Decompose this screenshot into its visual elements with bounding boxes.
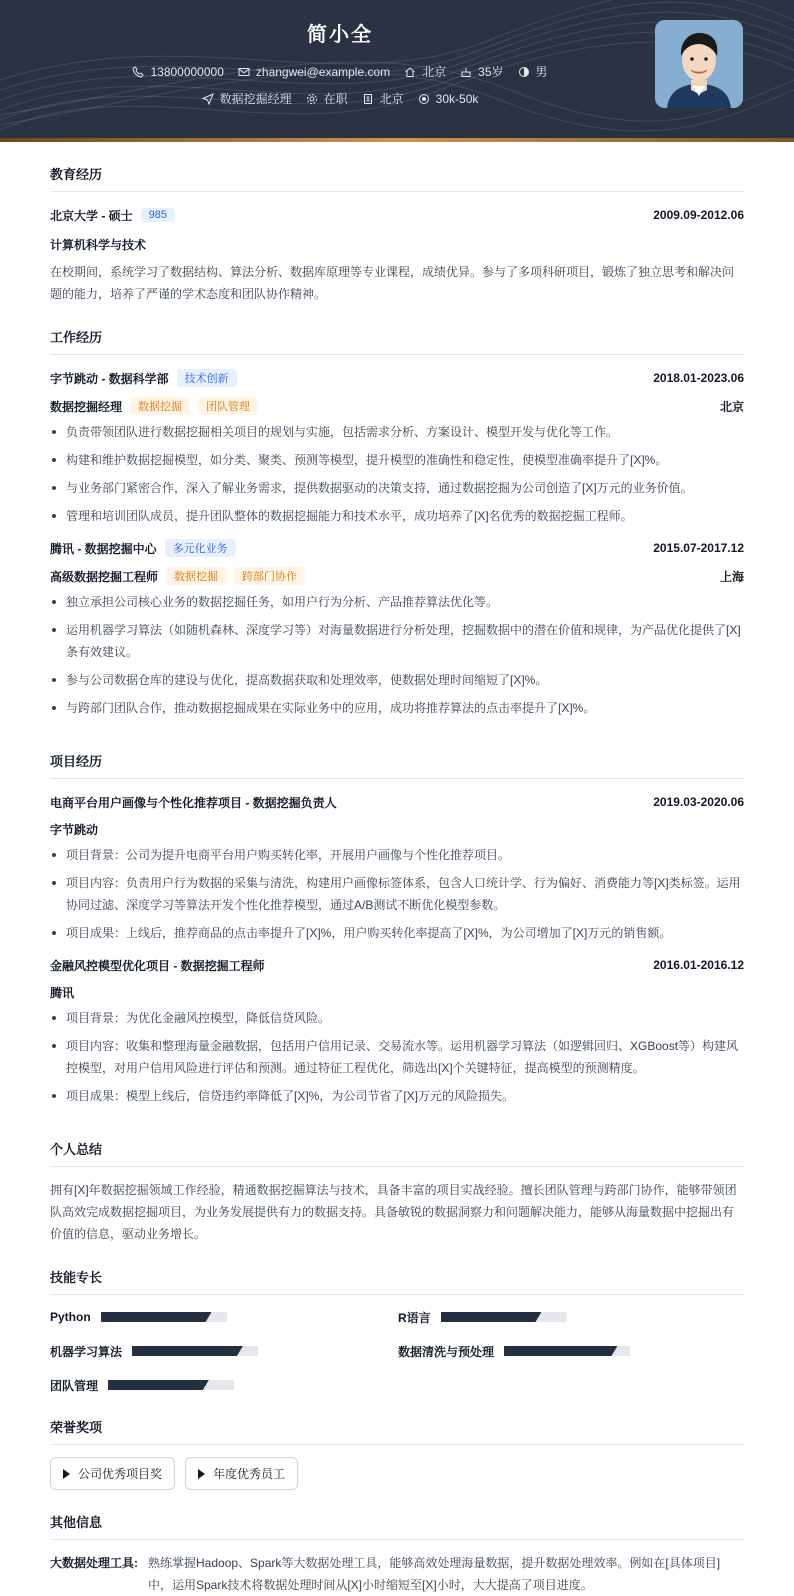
work-date: 2015.07-2017.12 <box>653 541 744 555</box>
project-header-row <box>50 954 744 976</box>
role-tag: 跨部门协作 <box>234 567 305 585</box>
skill-bar-fill <box>132 1346 243 1356</box>
skill-bar <box>101 1312 227 1322</box>
section-title: 技能专长 <box>50 1245 744 1295</box>
skill-item <box>398 1341 744 1361</box>
skill-bar-fill <box>108 1380 209 1390</box>
work-location: 上海 <box>719 569 744 584</box>
project-bullets <box>50 844 744 944</box>
salary-text: 30k-50k <box>435 91 479 106</box>
gear-icon <box>306 93 318 105</box>
skill-name: 机器学习算法 <box>50 1344 123 1359</box>
award-badge <box>50 1457 175 1490</box>
role-left <box>50 397 258 415</box>
skill-bar-fill <box>441 1312 542 1322</box>
company-tag: 多元化业务 <box>165 539 236 557</box>
city-text: 北京 <box>422 65 447 79</box>
gender-text: 男 <box>535 65 548 79</box>
section-title: 教育经历 <box>50 142 744 192</box>
project-header-row <box>50 791 744 813</box>
salary-item <box>418 90 479 107</box>
triangle-icon <box>198 1469 205 1479</box>
education-left <box>50 207 175 224</box>
education-desc: 在校期间，系统学习了数据结构、算法分析、数据库原理等专业课程，成绩优异。参与了多项科研项目，锻炼了独立思考和解决问题的能力，培养了严谨的学术态度和团队协作精神。 <box>50 265 735 301</box>
age-item <box>460 63 503 80</box>
awards-list <box>50 1457 744 1490</box>
project-name: 金融风控模型优化项目 - 数据挖掘工程师 <box>50 958 265 973</box>
contact-row <box>0 63 680 80</box>
skills-section <box>50 1245 744 1395</box>
other-value: 熟练掌握Hadoop、Spark等大数据处理工具，能够高效处理海量数据，提升数据处理效率。例如在[具体项目]中，运用Spark技术将数据处理时间从[X]小时缩短至[X]小时，大大提高了项目进度。 <box>148 1556 721 1592</box>
project-name: 电商平台用户画像与个性化推荐项目 - 数据挖掘负责人 <box>50 795 337 810</box>
age-text: 35岁 <box>478 65 504 79</box>
section-title: 工作经历 <box>50 305 744 355</box>
list-item: 与业务部门紧密合作，深入了解业务需求，提供数据驱动的决策支持，通过数据挖掘为公司创造了[X]万元的业务价值。 <box>50 477 744 499</box>
education-header-row <box>50 204 744 226</box>
skills-grid <box>50 1307 744 1395</box>
awards-section <box>50 1395 744 1490</box>
skill-item <box>50 1307 398 1327</box>
city-item <box>404 63 446 80</box>
cake-icon <box>460 66 472 78</box>
project-date: 2019.03-2020.06 <box>653 795 744 809</box>
role-tag: 数据挖掘 <box>130 397 190 415</box>
triangle-icon <box>63 1469 70 1479</box>
summary-text: 拥有[X]年数据挖掘领域工作经验，精通数据挖掘算法与技术，具备丰富的项目实战经验。擅长团队管理与跨部门协作，能够带领团队高效完成数据挖掘项目，为业务发展提供有力的数据支持。具备敏锐的数据洞察力和问题解决能力，能够从海量数据中挖掘出有价值的信息，驱动业务增长。 <box>50 1183 737 1241</box>
list-item: 项目内容：收集和整理海量金融数据，包括用户信用记录、交易流水等。运用机器学习算法（如逻辑回归、XGBoost等）构建风控模型，对用户信用风险进行评估和预测。通过特征工程优化，筛选出[X]个关键特征，提高模型的预测精度。 <box>50 1035 744 1079</box>
list-item: 负责带领团队进行数据挖掘相关项目的规划与实施，包括需求分析、方案设计、模型开发与优化等工作。 <box>50 421 744 443</box>
email-text: zhangwei@example.com <box>255 64 391 79</box>
major: 计算机科学与技术 <box>50 238 147 252</box>
gender-item <box>518 63 548 80</box>
role-title: 高级数据挖掘工程师 <box>50 569 159 584</box>
target-city-text: 北京 <box>379 92 404 106</box>
skill-bar <box>132 1346 258 1356</box>
avatar-portrait <box>655 20 743 108</box>
project-item <box>50 791 744 944</box>
gender-icon <box>518 66 530 78</box>
phone-icon <box>132 66 144 78</box>
work-location: 北京 <box>719 399 744 414</box>
skill-bar <box>108 1380 234 1390</box>
skill-item <box>50 1375 398 1395</box>
target-city-item <box>362 90 404 107</box>
skill-item <box>398 1307 744 1327</box>
list-item: 运用机器学习算法（如随机森林、深度学习等）对海量数据进行分析处理，挖掘数据中的潜在价值和规律，为产品优化提供了[X]条有效建议。 <box>50 619 744 663</box>
list-item: 项目成果：上线后，推荐商品的点击率提升了[X]%，用户购买转化率提高了[X]%，为公司增加了[X]万元的销售额。 <box>50 922 744 944</box>
list-item: 项目成果：模型上线后，信贷违约率降低了[X]%，为公司节省了[X]万元的风险损失。 <box>50 1085 744 1107</box>
resume-header <box>0 0 794 142</box>
summary-section <box>50 1117 744 1245</box>
award-label: 年度优秀员工 <box>213 1467 286 1481</box>
skill-bar <box>441 1312 567 1322</box>
work-left <box>50 539 236 557</box>
role-row <box>50 565 744 587</box>
position-item <box>202 90 292 107</box>
skill-name: 团队管理 <box>50 1378 99 1393</box>
skill-name: 数据清洗与预处理 <box>398 1344 495 1359</box>
section-title: 其他信息 <box>50 1490 744 1540</box>
list-item: 参与公司数据仓库的建设与优化，提高数据获取和处理效率，使数据处理时间缩短了[X]%。 <box>50 669 744 691</box>
list-item: 独立承担公司核心业务的数据挖掘任务，如用户行为分析、产品推荐算法优化等。 <box>50 591 744 613</box>
position-text: 数据挖掘经理 <box>219 92 292 106</box>
section-title: 项目经历 <box>50 729 744 779</box>
skill-name: Python <box>50 1310 91 1324</box>
list-item: 与跨部门团队合作，推动数据挖掘成果在实际业务中的应用，成功将推荐算法的点击率提升了[X]%。 <box>50 697 744 719</box>
education-date: 2009.09-2012.06 <box>653 208 744 222</box>
role-tag: 团队管理 <box>198 397 258 415</box>
coin-icon <box>418 93 430 105</box>
work-date: 2018.01-2023.06 <box>653 371 744 385</box>
award-label: 公司优秀项目奖 <box>78 1467 163 1481</box>
role-tag: 数据挖掘 <box>166 567 226 585</box>
email-item <box>238 63 390 80</box>
project-org: 腾讯 <box>50 986 75 1000</box>
work-header-row <box>50 367 744 389</box>
award-badge <box>185 1457 298 1490</box>
work-header-row <box>50 537 744 559</box>
skill-bar <box>504 1346 630 1356</box>
company-name: 腾讯 - 数据挖掘中心 <box>50 541 157 556</box>
skill-item <box>50 1341 398 1361</box>
status-item <box>306 90 348 107</box>
mail-icon <box>238 66 250 78</box>
company-name: 字节跳动 - 数据科学部 <box>50 371 169 386</box>
work-left <box>50 369 237 387</box>
company-tag: 技术创新 <box>177 369 237 387</box>
list-item: 项目内容：负责用户行为数据的采集与清洗，构建用户画像标签体系，包含人口统计学、行为偏好、消费能力等[X]类标签。运用协同过滤、深度学习等算法开发个性化推荐模型，通过A/B测试不断优化模型参数。 <box>50 872 744 916</box>
project-org: 字节跳动 <box>50 823 99 837</box>
other-item <box>50 1552 744 1596</box>
job-intent-row <box>0 90 680 107</box>
skill-bar-fill <box>101 1312 212 1322</box>
project-bullets <box>50 1007 744 1107</box>
phone-item <box>132 63 223 80</box>
projects-section <box>50 729 744 1107</box>
school-tag: 985 <box>141 208 175 222</box>
work-bullets <box>50 591 744 719</box>
skill-name: R语言 <box>398 1310 431 1325</box>
skill-bar-fill <box>504 1346 617 1356</box>
work-item <box>50 537 744 719</box>
list-item: 管理和培训团队成员，提升团队整体的数据挖掘能力和技术水平，成功培养了[X]名优秀的数据挖掘工程师。 <box>50 505 744 527</box>
section-title: 荣誉奖项 <box>50 1395 744 1445</box>
home-icon <box>404 66 416 78</box>
school-name: 北京大学 - 硕士 <box>50 208 133 223</box>
role-title: 数据挖掘经理 <box>50 399 123 414</box>
list-item: 项目背景：公司为提升电商平台用户购买转化率，开展用户画像与个性化推荐项目。 <box>50 844 744 866</box>
role-left <box>50 567 305 585</box>
section-title: 个人总结 <box>50 1117 744 1167</box>
profile-photo <box>655 20 743 108</box>
send-icon <box>202 93 214 105</box>
status-text: 在职 <box>323 92 348 106</box>
building-icon <box>362 93 374 105</box>
work-section <box>50 305 744 719</box>
phone-text: 13800000000 <box>150 64 224 79</box>
project-item <box>50 954 744 1107</box>
list-item: 项目背景：为优化金融风控模型，降低信贷风险。 <box>50 1007 744 1029</box>
work-bullets <box>50 421 744 527</box>
project-date: 2016.01-2016.12 <box>653 958 744 972</box>
other-key: 大数据处理工具: <box>50 1556 138 1570</box>
list-item: 构建和维护数据挖掘模型，如分类、聚类、预测等模型，提升模型的准确性和稳定性，使模型准确率提升了[X]%。 <box>50 449 744 471</box>
work-item <box>50 367 744 527</box>
role-row <box>50 395 744 417</box>
candidate-name: 简小全 <box>307 24 373 46</box>
other-section <box>50 1490 744 1596</box>
education-section <box>50 142 744 305</box>
resume-body <box>50 142 744 1596</box>
